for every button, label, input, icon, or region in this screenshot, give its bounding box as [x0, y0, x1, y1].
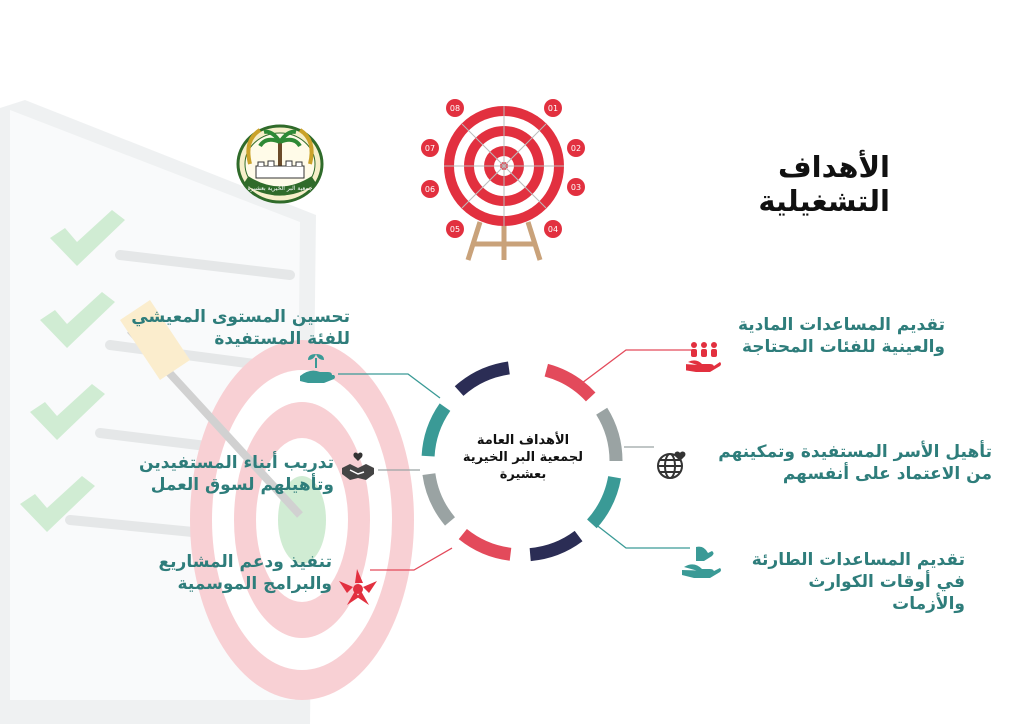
goal-right-3 — [730, 549, 965, 615]
target-badge-label-07: 07 — [424, 144, 436, 153]
charity-people-icon — [686, 340, 722, 374]
goal-left-2-line1: تدريب أبناء المستفيدين — [139, 453, 334, 473]
ring-arc-left-lower — [429, 474, 450, 521]
goal-left-3-line2: والبرامج الموسمية — [177, 574, 332, 594]
goal-right-2 — [700, 441, 992, 485]
goal-left-1-line1: تحسين المستوى المعيشي — [131, 307, 350, 327]
goal-left-2 — [110, 452, 334, 496]
target-badge-label-04: 04 — [547, 225, 559, 234]
goal-left-1-line2: للفئة المستفيدة — [214, 329, 350, 349]
goal-left-1 — [110, 306, 350, 350]
center-label: الأهداف العامة لجمعية البر الخيرية بعشيرة — [462, 433, 584, 482]
ring-arc-right-upper — [602, 411, 616, 461]
goal-left-3-line1: تنفيذ ودعم المشاريع — [158, 552, 332, 572]
connector-left-1 — [338, 374, 440, 398]
connector-right-1 — [578, 350, 694, 386]
goal-right-1-line1: تقديم المساعدات المادية — [737, 315, 945, 335]
ring-arc-right-lower — [592, 477, 615, 524]
goal-right-2-line2: من الاعتماد على أنفسهم — [782, 464, 992, 484]
target-badge-label-02: 02 — [570, 144, 582, 153]
ring-arc-left-upper — [428, 407, 445, 456]
logo-text: جمعية البر الخيرية بعشيرة — [247, 185, 313, 192]
goal-right-3-line2: في أوقات الكوارث والأزمات — [808, 572, 965, 614]
goal-left-2-line2: وتأهيلهم لسوق العمل — [150, 475, 334, 495]
hand-plant-icon — [296, 352, 336, 384]
target-badge-label-05: 05 — [449, 225, 461, 234]
target-badge-label-03: 03 — [570, 183, 582, 192]
goal-left-3 — [140, 551, 332, 595]
page-title: الأهداف التشغيلية — [758, 150, 890, 218]
handshake-heart-icon — [340, 450, 376, 486]
target-badge-label-08: 08 — [449, 104, 461, 113]
helping-hands-icon — [682, 545, 722, 579]
teamwork-hands-icon — [337, 567, 379, 607]
ring-arc-top-left — [459, 368, 509, 391]
connector-right-3 — [590, 520, 690, 548]
ring-arc-top-right — [546, 370, 590, 397]
target-badge-label-06: 06 — [424, 185, 436, 194]
goal-right-2-line1: تأهيل الأسر المستفيدة وتمكينهم — [718, 442, 992, 462]
connector-left-3 — [370, 548, 452, 570]
goal-right-1-line2: والعينية للفئات المحتاجة — [741, 337, 945, 357]
ring-arc-bottom-right — [530, 536, 578, 555]
goal-right-1 — [700, 314, 945, 358]
globe-heart-icon — [656, 449, 688, 481]
ring-arc-bottom-left — [463, 534, 511, 554]
goal-right-3-line1: تقديم المساعدات الطارئة — [751, 550, 965, 570]
target-badge-label-01: 01 — [547, 104, 559, 113]
